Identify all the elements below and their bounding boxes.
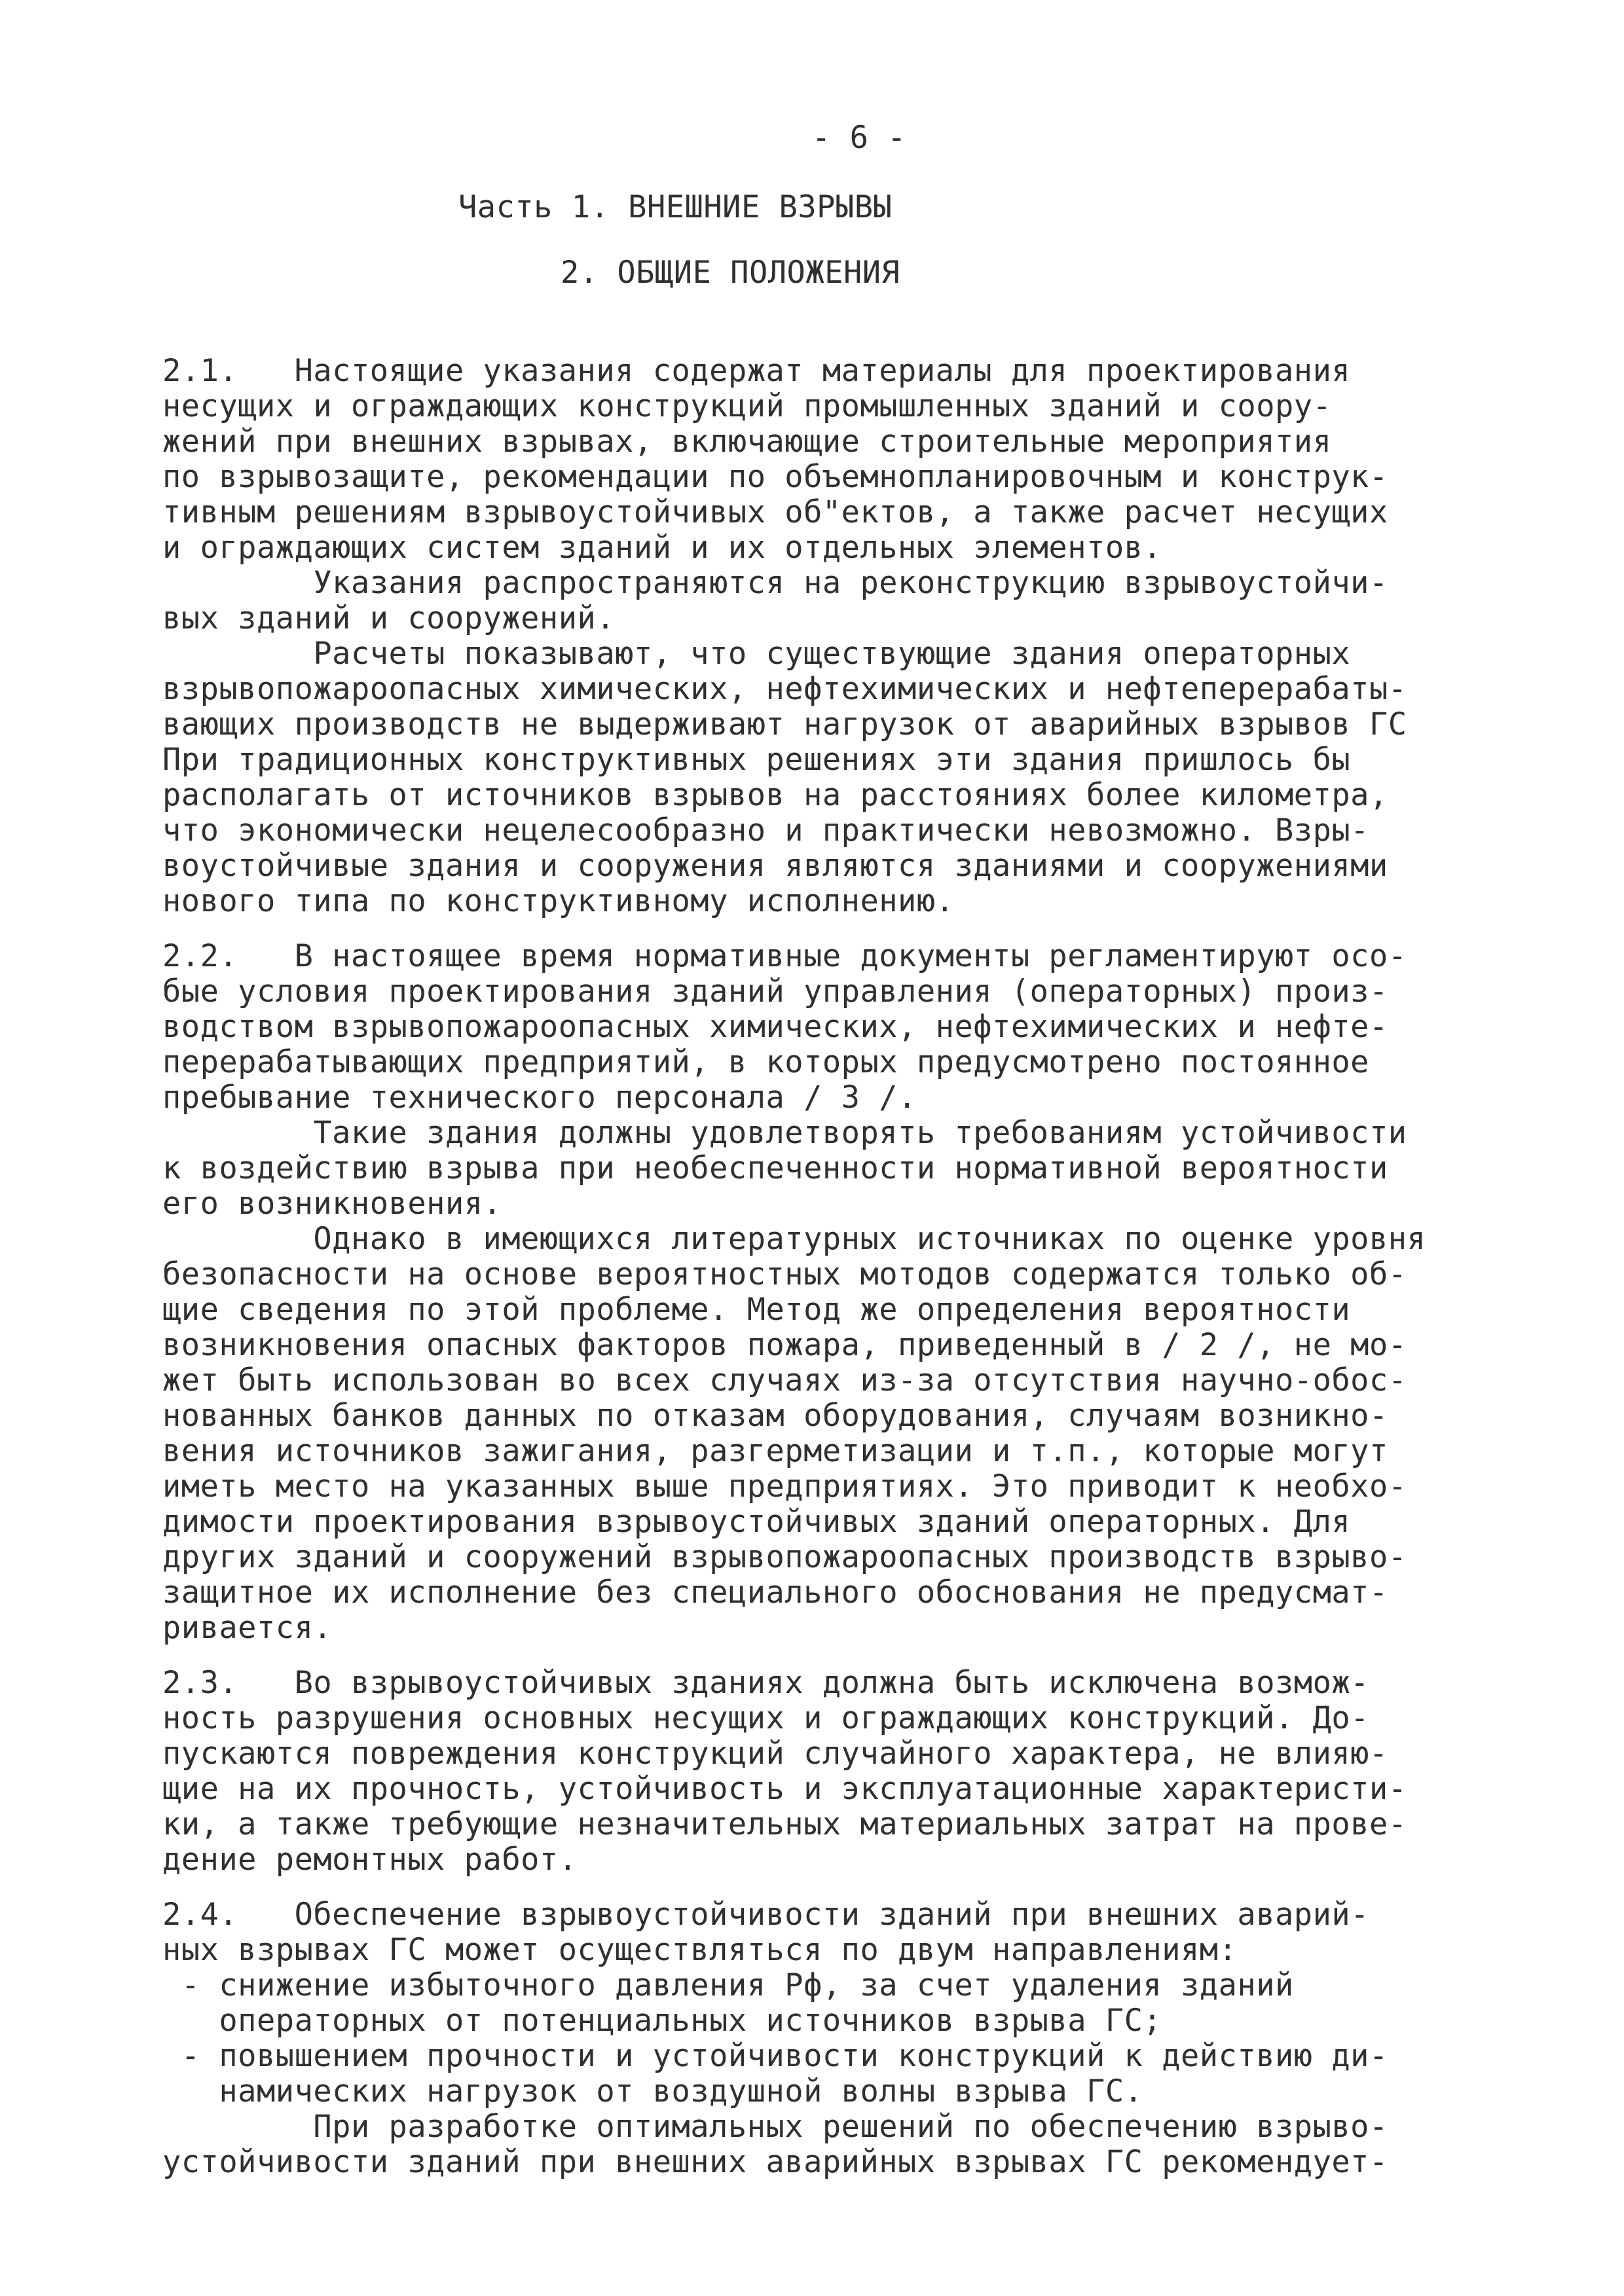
text-line: по взрывозащите, рекомендации по объемнопланировочным и конструк-	[162, 459, 1388, 495]
list-item: - повышением прочности и устойчивости конструкций к действию ди-	[162, 2038, 1388, 2074]
text-line: взрывопожароопасных химических, нефтехимических и нефтеперерабаты-	[162, 671, 1407, 707]
text-line: к воздействию взрыва при необеспеченности нормативной вероятности	[162, 1150, 1388, 1186]
text-line: вых зданий и сооружений.	[162, 600, 616, 636]
text-line: жет быть использован во всех случаях из-за отсутствия научно-обос-	[162, 1362, 1407, 1398]
section-title: 2. ОБЩИЕ ПОЛОЖЕНИЯ	[561, 255, 900, 291]
text-line: щие сведения по этой проблеме. Метод же определения вероятности	[162, 1292, 1351, 1328]
text-line: защитное их исполнение без специального обоснования не предусмат-	[162, 1575, 1388, 1611]
part-title: Часть 1. ВНЕШНИЕ ВЗРЫВЫ	[458, 189, 893, 225]
text-line: щие на их прочность, устойчивость и эксплуатационные характеристи-	[162, 1771, 1407, 1807]
text-line: что экономически нецелесообразно и практически невозможно. Взры-	[162, 812, 1369, 848]
text-line: 2.1. Настоящие указания содержат материалы для проектирования	[162, 353, 1351, 389]
text-line: дение ремонтных работ.	[162, 1842, 578, 1878]
text-line: возникновения опасных факторов пожара, приведенный в / 2 /, не мо-	[162, 1327, 1407, 1363]
list-item: намических нагрузок от воздушной волны взрыва ГС.	[162, 2073, 1143, 2109]
text-line: 2.3. Во взрывоустойчивых зданиях должна быть исключена возмож-	[162, 1665, 1369, 1701]
page-number: - 6 -	[812, 120, 906, 156]
text-line: пребывание технического персонала / 3 /.	[162, 1080, 917, 1116]
text-line: ность разрушения основных несущих и ограждающих конструкций. До-	[162, 1700, 1369, 1736]
text-line: ных взрывах ГС может осуществляться по двум направлениям:	[162, 1932, 1238, 1968]
text-line: устойчивости зданий при внешних аварийных взрывах ГС рекомендует-	[162, 2144, 1388, 2180]
text-line: При традиционных конструктивных решениях эти здания пришлось бы	[162, 742, 1351, 778]
text-line: Указания распространяются на реконструкцию взрывоустойчи-	[162, 565, 1388, 601]
text-line: ривается.	[162, 1610, 333, 1646]
text-line: располагать от источников взрывов на расстояниях более километра,	[162, 777, 1388, 813]
text-line: и ограждающих систем зданий и их отдельных элементов.	[162, 530, 1162, 566]
list-item: - снижение избыточного давления Pф, за счет удаления зданий	[162, 1967, 1294, 2003]
text-line: При разработке оптимальных решений по обеспечению взрыво-	[162, 2109, 1388, 2145]
text-line: безопасности на основе вероятностных мотодов содержатся только об-	[162, 1256, 1407, 1292]
text-line: иметь место на указанных выше предприятиях. Это приводит к необхо-	[162, 1468, 1407, 1504]
text-line: ки, а также требующие незначительных материальных затрат на прове-	[162, 1806, 1407, 1842]
text-line: вения источников зажигания, разгерметизации и т.п., которые могут	[162, 1433, 1388, 1469]
text-line: водством взрывопожароопасных химических, нефтехимических и нефте-	[162, 1009, 1388, 1045]
text-line: 2.4. Обеспечение взрывоустойчивости зданий при внешних аварий-	[162, 1897, 1369, 1933]
text-line: бые условия проектирования зданий управления (операторных) произ-	[162, 974, 1388, 1010]
text-line: тивным решениям взрывоустойчивых об"ектов, а также расчет несущих	[162, 494, 1388, 530]
text-line: Однако в имеющихся литературных источниках по оценке уровня	[162, 1221, 1426, 1257]
list-item: операторных от потенциальных источников взрыва ГС;	[162, 2003, 1162, 2039]
text-line: воустойчивые здания и сооружения являются зданиями и сооружениями	[162, 848, 1388, 884]
text-line: вающих производств не выдерживают нагрузок от аварийных взрывов ГС	[162, 706, 1407, 742]
text-line: других зданий и сооружений взрывопожароопасных производств взрыво-	[162, 1539, 1407, 1575]
text-line: нованных банков данных по отказам оборудования, случаям возникно-	[162, 1398, 1388, 1434]
text-line: димости проектирования взрывоустойчивых зданий операторных. Для	[162, 1504, 1351, 1540]
text-line: Расчеты показывают, что существующие здания операторных	[162, 636, 1351, 672]
text-line: 2.2. В настоящее время нормативные документы регламентируют осо-	[162, 938, 1407, 974]
text-line: его возникновения.	[162, 1186, 502, 1222]
text-line: Такие здания должны удовлетворять требованиям устойчивости	[162, 1115, 1407, 1151]
text-line: пускаются повреждения конструкций случайного характера, не влияю-	[162, 1736, 1388, 1772]
text-line: перерабатывающих предприятий, в которых предусмотрено постоянное	[162, 1044, 1369, 1080]
text-line: жений при внешних взрывах, включающие строительные мероприятия	[162, 424, 1332, 460]
text-line: нового типа по конструктивному исполнению.	[162, 883, 955, 919]
text-line: несущих и ограждающих конструкций промышленных зданий и соору-	[162, 388, 1332, 424]
